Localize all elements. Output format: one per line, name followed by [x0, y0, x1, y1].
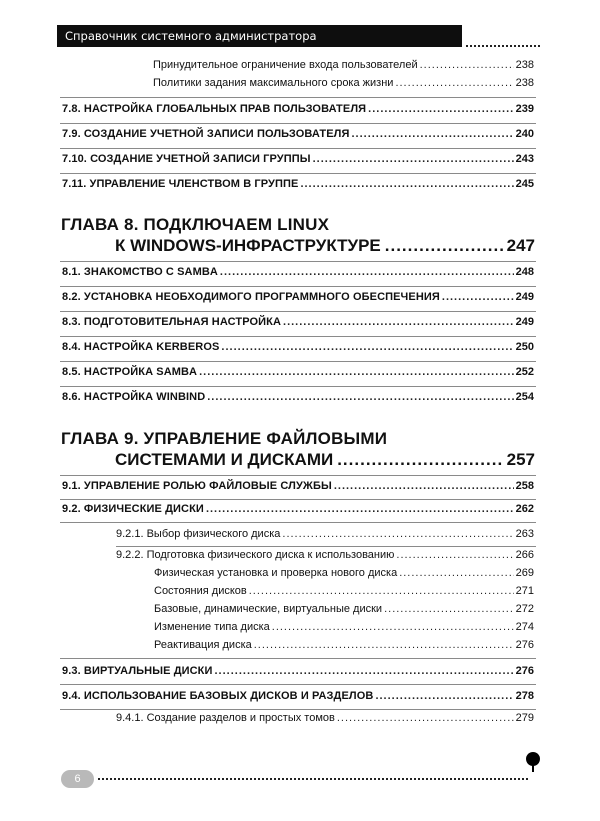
toc-section-page: 278 — [515, 690, 534, 702]
leader-dots — [300, 178, 513, 190]
toc-section[interactable] — [62, 391, 534, 407]
leader-dots — [313, 153, 514, 165]
divider — [60, 148, 536, 149]
toc-section-page: 249 — [515, 291, 534, 303]
toc-entry-title: Состояния дисков — [154, 585, 247, 597]
toc-entry-page: 269 — [515, 567, 534, 579]
toc-section-title: 9.3. ВИРТУАЛЬНЫЕ ДИСКИ — [62, 665, 213, 677]
toc-section-title: 7.9. СОЗДАНИЕ УЧЕТНОЙ ЗАПИСИ ПОЛЬЗОВАТЕЛЯ — [62, 128, 350, 140]
toc-entry[interactable] — [154, 621, 534, 637]
toc-section-title: 8.1. ЗНАКОМСТВО С SAMBA — [62, 266, 218, 278]
leader-dots — [384, 603, 514, 615]
divider — [60, 173, 536, 174]
chapter-title[interactable]: ГЛАВА 8. ПОДКЛЮЧАЕМ LINUX — [61, 215, 330, 234]
toc-section[interactable] — [62, 341, 534, 357]
toc-section-page: 254 — [515, 391, 534, 403]
divider — [60, 709, 536, 710]
toc-section[interactable] — [62, 266, 534, 282]
toc-entry-page: 271 — [515, 585, 534, 597]
divider — [60, 658, 536, 659]
toc-section[interactable] — [62, 178, 534, 194]
toc-entry-title: Физическая установка и проверка нового диска — [154, 567, 398, 579]
toc-section-page: 276 — [515, 665, 534, 677]
leader-dots — [399, 567, 513, 579]
toc-entry[interactable] — [154, 603, 534, 619]
toc-subsection-title: 9.2.1. Выбор физического диска — [116, 528, 281, 540]
toc-section[interactable] — [62, 665, 534, 681]
leader-dots — [420, 59, 514, 71]
toc-section[interactable] — [62, 690, 534, 706]
leader-dots — [254, 639, 514, 651]
toc-entry-title: Изменение типа диска — [154, 621, 270, 633]
toc-subsection-title: 9.2.2. Подготовка физического диска к использованию — [116, 549, 395, 561]
leader-dots — [442, 291, 514, 303]
running-header-title: Справочник системного администратора — [65, 29, 317, 43]
toc-section-title: 8.5. НАСТРОЙКА SAMBA — [62, 366, 198, 378]
toc-subsection-page: 279 — [515, 712, 534, 724]
leader-dots — [272, 621, 514, 633]
toc-section-page: 239 — [515, 103, 534, 115]
leader-dots — [385, 236, 503, 256]
toc-entry[interactable] — [153, 77, 534, 93]
divider — [60, 522, 536, 523]
toc-section-title: 7.11. УПРАВЛЕНИЕ ЧЛЕНСТВОМ В ГРУППЕ — [62, 178, 299, 190]
page-number-badge — [61, 770, 94, 788]
toc-section-title: 9.4. ИСПОЛЬЗОВАНИЕ БАЗОВЫХ ДИСКОВ И РАЗДЕЛОВ — [62, 690, 374, 702]
toc-section-page: 245 — [515, 178, 534, 190]
toc-section-title: 8.2. УСТАНОВКА НЕОБХОДИМОГО ПРОГРАММНОГО ОБЕСПЕЧЕНИЯ — [62, 291, 440, 303]
toc-section[interactable] — [62, 103, 534, 119]
toc-section-title: 8.4. НАСТРОЙКА KERBEROS — [62, 341, 220, 353]
toc-entry-page: 272 — [515, 603, 534, 615]
toc-section-title: 7.8. НАСТРОЙКА ГЛОБАЛЬНЫХ ПРАВ ПОЛЬЗОВАТЕЛЯ — [62, 103, 367, 115]
toc-entry[interactable] — [154, 639, 534, 655]
leader-dots — [396, 549, 513, 561]
chapter-title[interactable]: ГЛАВА 9. УПРАВЛЕНИЕ ФАЙЛОВЫМИ — [61, 429, 388, 448]
toc-subsection[interactable] — [116, 549, 534, 565]
divider — [60, 123, 536, 124]
toc-section-page: 243 — [515, 153, 534, 165]
toc-entry[interactable] — [153, 59, 534, 75]
toc-entry-title: Базовые, динамические, виртуальные диски — [154, 603, 383, 615]
toc-section[interactable] — [62, 503, 534, 519]
leader-dots — [368, 103, 513, 115]
leader-dots — [337, 712, 514, 724]
leader-dots — [220, 266, 514, 278]
toc-section-title: 8.3. ПОДГОТОВИТЕЛЬНАЯ НАСТРОЙКА — [62, 316, 282, 328]
divider — [60, 386, 536, 387]
toc-section-title: 9.2. ФИЗИЧЕСКИЕ ДИСКИ — [62, 503, 204, 515]
toc-subsection[interactable] — [116, 712, 534, 728]
toc-entry[interactable] — [154, 567, 534, 583]
chapter-page: 247 — [506, 236, 535, 255]
header-dotted-rule — [466, 45, 540, 47]
toc-section[interactable] — [62, 153, 534, 169]
toc-entry-page: 238 — [515, 77, 534, 89]
toc-section-page: 252 — [515, 366, 534, 378]
divider — [60, 361, 536, 362]
leader-dots — [334, 480, 514, 492]
toc-subsection-page: 266 — [515, 549, 534, 561]
leader-dots — [282, 528, 513, 540]
leader-dots — [283, 316, 514, 328]
toc-section-page: 248 — [515, 266, 534, 278]
divider — [60, 286, 536, 287]
toc-section-page: 258 — [515, 480, 534, 492]
footer-dotted-rule — [98, 778, 528, 780]
leader-dots — [395, 77, 513, 89]
toc-section-page: 250 — [515, 341, 534, 353]
toc-entry-page: 274 — [515, 621, 534, 633]
leader-dots — [221, 341, 513, 353]
toc-section-page: 249 — [515, 316, 534, 328]
footer-marker-dot — [526, 752, 540, 766]
toc-section[interactable] — [62, 480, 534, 496]
chapter-title-continued: К WINDOWS-ИНФРАСТРУКТУРЕ — [115, 236, 381, 255]
leader-dots — [337, 450, 502, 470]
divider — [116, 546, 536, 547]
leader-dots — [249, 585, 514, 597]
running-header — [57, 25, 462, 47]
chapter-title-line[interactable] — [115, 450, 535, 470]
toc-entry-title: Политики задания максимального срока жизни — [153, 77, 394, 89]
chapter-page: 257 — [506, 450, 535, 469]
divider — [60, 97, 536, 98]
divider — [60, 475, 536, 476]
leader-dots — [215, 665, 514, 677]
toc-section[interactable] — [62, 316, 534, 332]
page-number: 6 — [74, 773, 81, 785]
toc-section-title: 9.1. УПРАВЛЕНИЕ РОЛЬЮ ФАЙЛОВЫЕ СЛУЖБЫ — [62, 480, 332, 492]
leader-dots — [351, 128, 513, 140]
toc-subsection[interactable] — [116, 528, 534, 544]
toc-entry-title: Принудительное ограничение входа пользователей — [153, 59, 418, 71]
toc-section[interactable] — [62, 291, 534, 307]
toc-subsection-title: 9.4.1. Создание разделов и простых томов — [116, 712, 335, 724]
toc-section-page: 240 — [515, 128, 534, 140]
toc-section-title: 8.6. НАСТРОЙКА WINBIND — [62, 391, 206, 403]
leader-dots — [375, 690, 513, 702]
leader-dots — [206, 503, 514, 515]
divider — [60, 311, 536, 312]
toc-section-page: 262 — [515, 503, 534, 515]
leader-dots — [207, 391, 513, 403]
toc-entry-title: Реактивация диска — [154, 639, 252, 651]
toc-subsection-page: 263 — [515, 528, 534, 540]
divider — [60, 336, 536, 337]
chapter-title-line[interactable] — [115, 236, 535, 256]
toc-section[interactable] — [62, 128, 534, 144]
divider — [60, 499, 536, 500]
toc-section-title: 7.10. СОЗДАНИЕ УЧЕТНОЙ ЗАПИСИ ГРУППЫ — [62, 153, 311, 165]
divider — [60, 261, 536, 262]
chapter-title-continued: СИСТЕМАМИ И ДИСКАМИ — [115, 450, 334, 469]
toc-entry[interactable] — [154, 585, 534, 601]
toc-entry-page: 238 — [515, 59, 534, 71]
toc-section[interactable] — [62, 366, 534, 382]
toc-entry-page: 276 — [515, 639, 534, 651]
leader-dots — [199, 366, 514, 378]
divider — [60, 684, 536, 685]
